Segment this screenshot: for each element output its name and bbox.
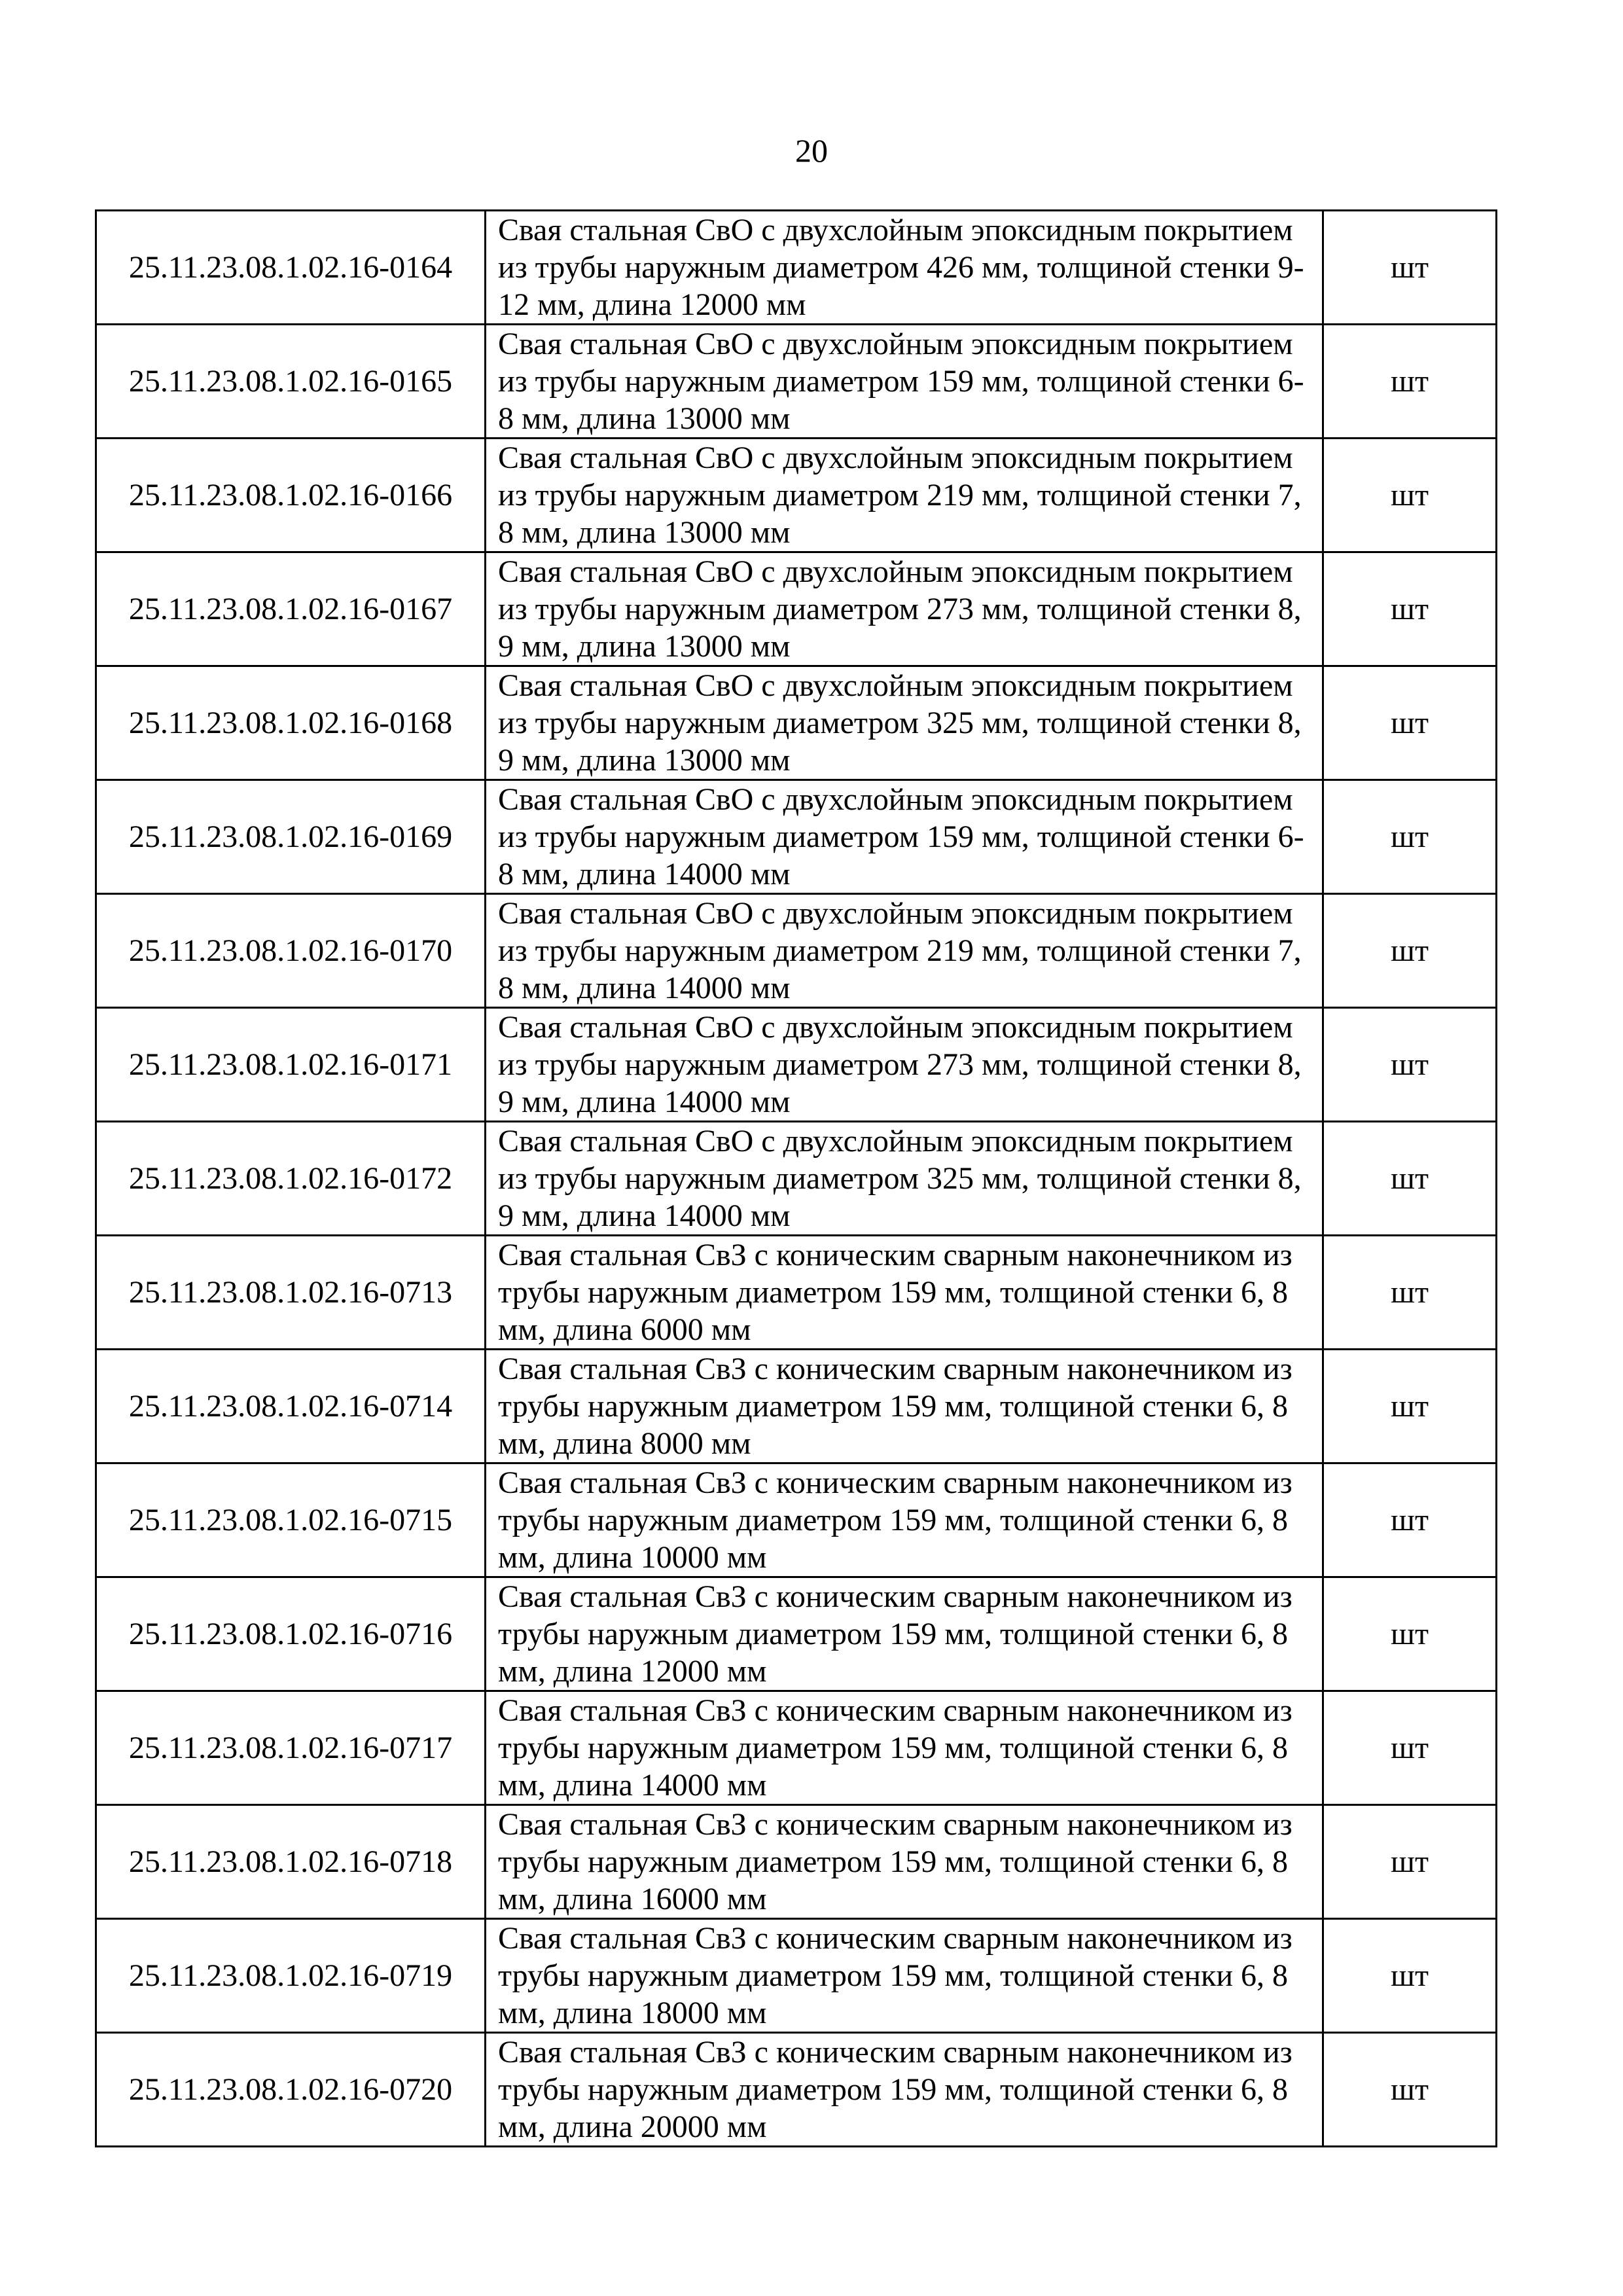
- resource-description-cell: [486, 1577, 1323, 1691]
- resource-description-text: Свая стальная СвЗ с коническим сварным наконечником из трубы наружным диаметром 159 мм, толщиной стенки 6, 8 мм, длина 10000 мм: [498, 1465, 1293, 1575]
- resource-description-cell: [486, 2033, 1323, 2147]
- resource-description-text: Свая стальная СвО с двухслойным эпоксидным покрытием из трубы наружным диаметром 273 мм, толщиной стенки 8, 9 мм, длина 13000 мм: [498, 554, 1302, 664]
- table-body: [96, 211, 1497, 2147]
- unit-cell: шт: [1323, 1691, 1497, 1805]
- pile-specification-table: [95, 209, 1497, 2147]
- resource-description-text: Свая стальная СвО с двухслойным эпоксидным покрытием из трубы наружным диаметром 325 мм, толщиной стенки 8, 9 мм, длина 13000 мм: [498, 668, 1302, 778]
- table-row: [96, 439, 1497, 552]
- resource-code-cell: 25.11.23.08.1.02.16-0168: [96, 666, 486, 780]
- table-row: [96, 894, 1497, 1008]
- resource-code-cell: 25.11.23.08.1.02.16-0715: [96, 1463, 486, 1577]
- unit-cell: шт: [1323, 1577, 1497, 1691]
- resource-description-text: Свая стальная СвО с двухслойным эпоксидным покрытием из трубы наружным диаметром 273 мм, толщиной стенки 8, 9 мм, длина 14000 мм: [498, 1010, 1302, 1119]
- resource-description-cell: [486, 666, 1323, 780]
- resource-description-cell: [486, 1691, 1323, 1805]
- page-number: 20: [795, 132, 828, 169]
- unit-cell: шт: [1323, 666, 1497, 780]
- table-row: [96, 325, 1497, 439]
- unit-cell: шт: [1323, 2033, 1497, 2147]
- unit-cell: шт: [1323, 1350, 1497, 1463]
- resource-description-text: Свая стальная СвЗ с коническим сварным наконечником из трубы наружным диаметром 159 мм, толщиной стенки 6, 8 мм, длина 16000 мм: [498, 1807, 1293, 1916]
- resource-description-cell: [486, 1805, 1323, 1919]
- unit-cell: шт: [1323, 894, 1497, 1008]
- resource-code-cell: 25.11.23.08.1.02.16-0718: [96, 1805, 486, 1919]
- unit-cell: шт: [1323, 780, 1497, 894]
- resource-code-cell: 25.11.23.08.1.02.16-0165: [96, 325, 486, 439]
- table-row: [96, 1691, 1497, 1805]
- resource-description-cell: [486, 211, 1323, 325]
- table-row: [96, 1122, 1497, 1236]
- resource-description-text: Свая стальная СвЗ с коническим сварным наконечником из трубы наружным диаметром 159 мм, толщиной стенки 6, 8 мм, длина 12000 мм: [498, 1579, 1293, 1689]
- unit-cell: шт: [1323, 1008, 1497, 1122]
- resource-code-cell: 25.11.23.08.1.02.16-0172: [96, 1122, 486, 1236]
- resource-description-cell: [486, 325, 1323, 439]
- resource-description-cell: [486, 1350, 1323, 1463]
- table-row: [96, 780, 1497, 894]
- resource-description-text: Свая стальная СвЗ с коническим сварным наконечником из трубы наружным диаметром 159 мм, толщиной стенки 6, 8 мм, длина 18000 мм: [498, 1921, 1293, 2030]
- resource-description-text: Свая стальная СвО с двухслойным эпоксидным покрытием из трубы наружным диаметром 159 мм, толщиной стенки 6-8 мм, длина 13000 мм: [498, 327, 1304, 436]
- resource-description-cell: [486, 552, 1323, 666]
- resource-code-cell: 25.11.23.08.1.02.16-0716: [96, 1577, 486, 1691]
- unit-cell: шт: [1323, 211, 1497, 325]
- resource-description-text: Свая стальная СвО с двухслойным эпоксидным покрытием из трубы наружным диаметром 219 мм, толщиной стенки 7, 8 мм, длина 13000 мм: [498, 440, 1302, 550]
- table-row: [96, 2033, 1497, 2147]
- resource-description-text: Свая стальная СвО с двухслойным эпоксидным покрытием из трубы наружным диаметром 426 мм, толщиной стенки 9-12 мм, длина 12000 мм: [498, 213, 1304, 322]
- resource-code-cell: 25.11.23.08.1.02.16-0714: [96, 1350, 486, 1463]
- unit-cell: шт: [1323, 1805, 1497, 1919]
- resource-code-cell: 25.11.23.08.1.02.16-0717: [96, 1691, 486, 1805]
- table-row: [96, 1463, 1497, 1577]
- resource-description-cell: [486, 1122, 1323, 1236]
- resource-code-cell: 25.11.23.08.1.02.16-0170: [96, 894, 486, 1008]
- unit-cell: шт: [1323, 552, 1497, 666]
- unit-cell: шт: [1323, 439, 1497, 552]
- resource-description-cell: [486, 1463, 1323, 1577]
- table-row: [96, 552, 1497, 666]
- resource-description-text: Свая стальная СвО с двухслойным эпоксидным покрытием из трубы наружным диаметром 219 мм, толщиной стенки 7, 8 мм, длина 14000 мм: [498, 896, 1302, 1005]
- resource-code-cell: 25.11.23.08.1.02.16-0167: [96, 552, 486, 666]
- resource-description-text: Свая стальная СвЗ с коническим сварным наконечником из трубы наружным диаметром 159 мм, толщиной стенки 6, 8 мм, длина 14000 мм: [498, 1693, 1293, 1803]
- resource-description-cell: [486, 1919, 1323, 2033]
- table-row: [96, 1350, 1497, 1463]
- table-row: [96, 1919, 1497, 2033]
- resource-code-cell: 25.11.23.08.1.02.16-0171: [96, 1008, 486, 1122]
- resource-code-cell: 25.11.23.08.1.02.16-0169: [96, 780, 486, 894]
- resource-description-cell: [486, 1236, 1323, 1350]
- resource-code-cell: 25.11.23.08.1.02.16-0713: [96, 1236, 486, 1350]
- unit-cell: шт: [1323, 1122, 1497, 1236]
- resource-code-cell: 25.11.23.08.1.02.16-0166: [96, 439, 486, 552]
- unit-cell: шт: [1323, 1236, 1497, 1350]
- unit-cell: шт: [1323, 325, 1497, 439]
- table-row: [96, 666, 1497, 780]
- resource-description-text: Свая стальная СвЗ с коническим сварным наконечником из трубы наружным диаметром 159 мм, толщиной стенки 6, 8 мм, длина 6000 мм: [498, 1238, 1293, 1347]
- resource-description-text: Свая стальная СвЗ с коническим сварным наконечником из трубы наружным диаметром 159 мм, толщиной стенки 6, 8 мм, длина 20000 мм: [498, 2035, 1293, 2144]
- resource-description-text: Свая стальная СвЗ с коническим сварным наконечником из трубы наружным диаметром 159 мм, толщиной стенки 6, 8 мм, длина 8000 мм: [498, 1352, 1293, 1461]
- unit-cell: шт: [1323, 1463, 1497, 1577]
- table-row: [96, 211, 1497, 325]
- table-row: [96, 1008, 1497, 1122]
- resource-description-text: Свая стальная СвО с двухслойным эпоксидным покрытием из трубы наружным диаметром 325 мм, толщиной стенки 8, 9 мм, длина 14000 мм: [498, 1124, 1302, 1233]
- table-row: [96, 1805, 1497, 1919]
- resource-description-text: Свая стальная СвО с двухслойным эпоксидным покрытием из трубы наружным диаметром 159 мм, толщиной стенки 6-8 мм, длина 14000 мм: [498, 782, 1304, 891]
- resource-code-cell: 25.11.23.08.1.02.16-0719: [96, 1919, 486, 2033]
- resource-description-cell: [486, 894, 1323, 1008]
- resource-code-cell: 25.11.23.08.1.02.16-0720: [96, 2033, 486, 2147]
- resource-description-cell: [486, 1008, 1323, 1122]
- table-row: [96, 1236, 1497, 1350]
- resource-description-cell: [486, 780, 1323, 894]
- resource-description-cell: [486, 439, 1323, 552]
- table-row: [96, 1577, 1497, 1691]
- unit-cell: шт: [1323, 1919, 1497, 2033]
- resource-code-cell: 25.11.23.08.1.02.16-0164: [96, 211, 486, 325]
